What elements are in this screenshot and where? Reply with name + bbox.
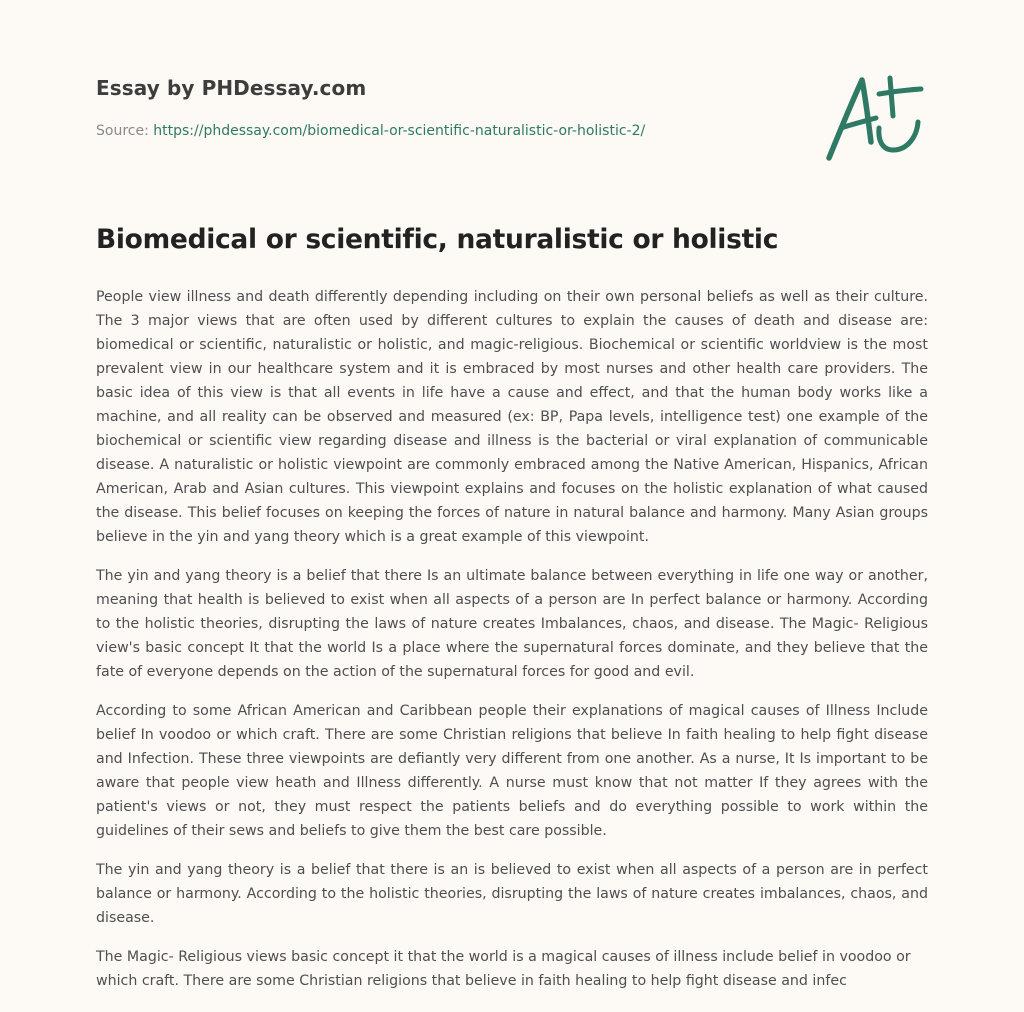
source-label: Source: bbox=[96, 123, 149, 139]
source-link[interactable]: https://phdessay.com/biomedical-or-scientific-naturalistic-or-holistic-2/ bbox=[153, 123, 646, 139]
site-title: Essay by PHDessay.com bbox=[96, 76, 367, 100]
essay-paragraph: The Magic- Religious views basic concept it that the world is a magical causes of illness include belief in voodoo or which craft. There are some Christian religions that believe in faith healing to help fight disease and infec bbox=[96, 949, 911, 989]
essay-title: Biomedical or scientific, naturalistic or holistic bbox=[96, 224, 779, 255]
page-header bbox=[96, 76, 796, 139]
a-plus-grade-icon bbox=[822, 70, 928, 164]
essay-paragraph: According to some African American and Caribbean people their explanations of magical causes of Illness Include belief In voodoo or which craft. There are some Christian religions that believe In faith healing to help fight disease and Infection. These three viewpoints are defiantly very different from one another. As a nurse, It Is important to be aware that people view heath and Illness differently. A nurse must know that not matter If they agrees with the patient's views or not, they must respect the patients beliefs and do everything possible to work within the guidelines of their sews and beliefs to give them the best care possible. bbox=[96, 703, 928, 839]
essay-paragraph: The yin and yang theory is a belief that there Is an ultimate balance between everything in life one way or another, meaning that health is believed to exist when all aspects of a person are In perfect balance or harmony. According to the holistic theories, disrupting the laws of nature creates Imbalances, chaos, and disease. The Magic- Religious view's basic concept It that the world Is a place where the supernatural forces dominate, and they believe that the fate of everyone depends on the action of the supernatural forces for good and evil. bbox=[96, 568, 928, 680]
source-line bbox=[96, 123, 796, 139]
essay-body bbox=[96, 285, 928, 1008]
essay-paragraph: People view illness and death differently depending including on their own personal beliefs as well as their culture. The 3 major views that are often used by different cultures to explain the causes of death and disease are: biomedical or scientific, naturalistic or holistic, and magic-religious. Biochemical or scientific worldview is the most prevalent view in our healthcare system and it is embraced by most nurses and other health care providers. The basic idea of this view is that all events in life have a cause and effect, and that the human body works like a machine, and all reality can be observed and measured (ex: BP, Papa levels, intelligence test) one example of the biochemical or scientific view regarding disease and illness is the bacterial or viral explanation of communicable disease. A naturalistic or holistic viewpoint are commonly embraced among the Native American, Hispanics, African American, Arab and Asian cultures. This viewpoint explains and focuses on the holistic explanation of what caused the disease. This belief focuses on keeping the forces of nature in natural balance and harmony. Many Asian groups believe in the yin and yang theory which is a great example of this viewpoint. bbox=[96, 289, 928, 545]
essay-paragraph: The yin and yang theory is a belief that there is an is believed to exist when all aspects of a person are in perfect balance or harmony. According to the holistic theories, disrupting the laws of nature creates imbalances, chaos, and disease. bbox=[96, 862, 928, 926]
